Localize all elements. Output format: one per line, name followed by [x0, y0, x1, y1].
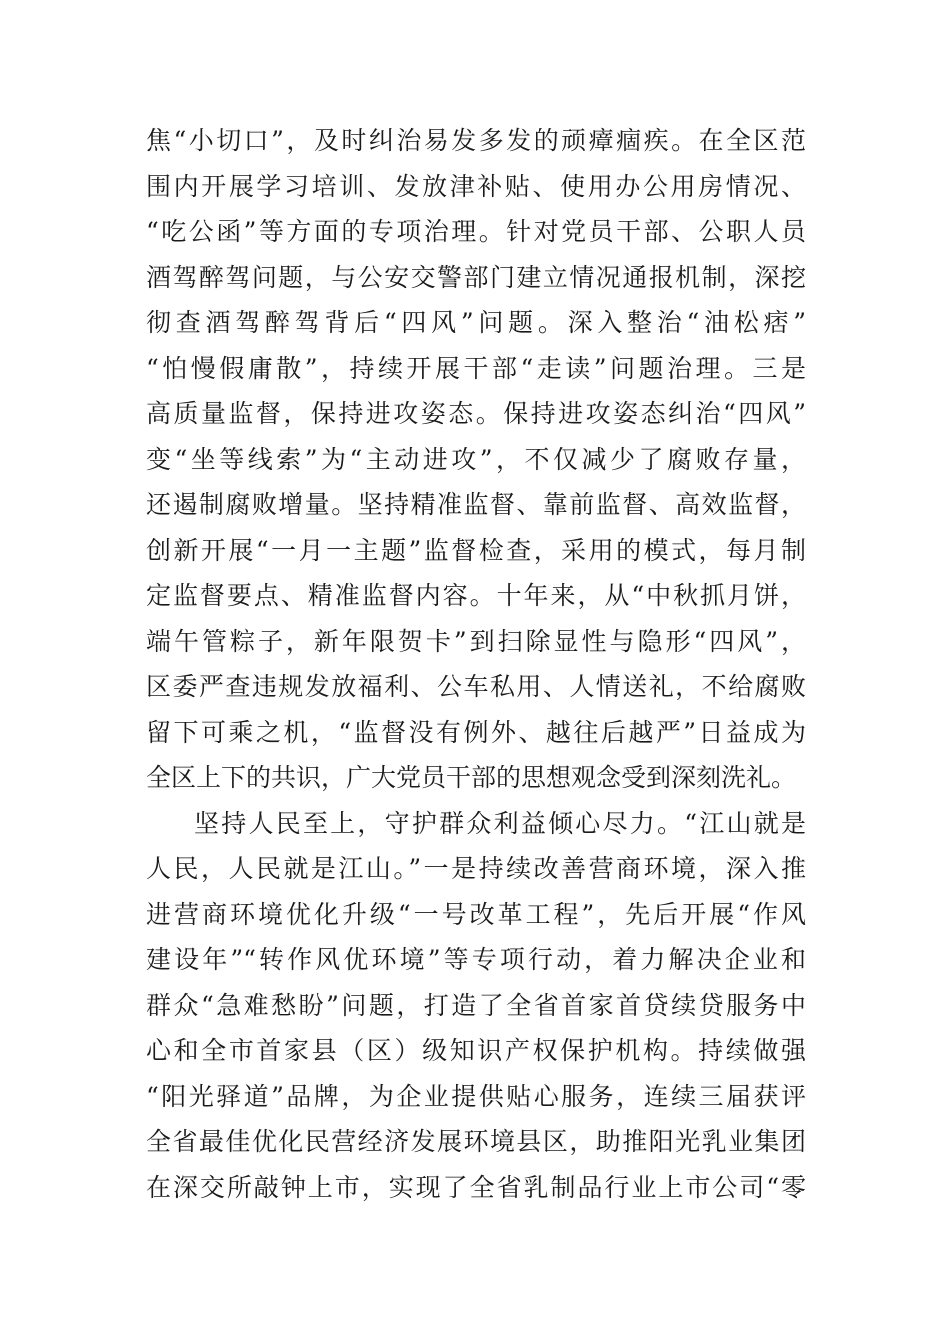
paragraph-2-line-2: 人民，人民就是江山。”一是持续改善营商环境，深入推	[146, 854, 806, 883]
paragraph-2-line-5: 群众“急难愁盼”问题，打造了全省首家首贷续贷服务中	[146, 990, 806, 1020]
paragraph-1-line-5: 彻查酒驾醉驾背后“四风”问题。深入整治“油松痞”	[146, 308, 806, 337]
paragraph-1-line-10: 创新开展“一月一主题”监督检查，采用的模式，每月制	[146, 535, 806, 565]
paragraph-2-line-9: 在深交所敲钟上市，实现了全省乳制品行业上市公司“零	[146, 1172, 806, 1202]
paragraph-1-line-7: 高质量监督，保持进攻姿态。保持进攻姿态纠治“四风”	[146, 399, 806, 428]
paragraph-2-line-1: 坚持人民至上，守护群众利益倾心尽力。“江山就是	[194, 808, 806, 838]
paragraph-2-line-3: 进营商环境优化升级“一号改革工程”，先后开展“作风	[146, 899, 806, 929]
paragraph-2-line-7: “阳光驿道”品牌，为企业提供贴心服务，连续三届获评	[146, 1081, 806, 1111]
paragraph-1-line-15: 全区上下的共识，广大党员干部的思想观念受到深刻洗礼。	[146, 763, 797, 792]
paragraph-1-line-9: 还遏制腐败增量。坚持精准监督、靠前监督、高效监督，	[146, 490, 806, 519]
body-text	[146, 118, 806, 1210]
paragraph-1-line-4: 酒驾醉驾问题，与公安交警部门建立情况通报机制，深挖	[146, 262, 806, 292]
paragraph-1-line-3: “吃公函”等方面的专项治理。针对党员干部、公职人员	[146, 217, 806, 246]
paragraph-2-line-6: 心和全市首家县（区）级知识产权保护机构。持续做强	[146, 1036, 806, 1065]
paragraph-1-line-12: 端午管粽子，新年限贺卡”到扫除显性与隐形“四风”，	[146, 626, 806, 656]
paragraph-1-line-2: 围内开展学习培训、发放津补贴、使用办公用房情况、	[146, 171, 806, 201]
paragraph-1-line-14: 留下可乘之机，“监督没有例外、越往后越严”日益成为	[146, 717, 806, 747]
paragraph-1-line-6: “怕慢假庸散”，持续开展干部“走读”问题治理。三是	[146, 353, 806, 383]
paragraph-1-line-13: 区委严查违规发放福利、公车私用、人情送礼，不给腐败	[146, 672, 806, 701]
paragraph-1-line-11: 定监督要点、精准监督内容。十年来，从“中秋抓月饼，	[146, 581, 806, 610]
paragraph-1-line-8: 变“坐等线索”为“主动进攻”，不仅减少了腐败存量，	[146, 444, 806, 474]
paragraph-1-line-1: 焦“小切口”，及时纠治易发多发的顽瘴痼疾。在全区范	[146, 126, 806, 155]
paragraph-2-line-8: 全省最佳优化民营经济发展环境县区，助推阳光乳业集团	[146, 1127, 806, 1156]
paragraph-2-line-4: 建设年”“转作风优环境”等专项行动，着力解决企业和	[146, 945, 806, 974]
